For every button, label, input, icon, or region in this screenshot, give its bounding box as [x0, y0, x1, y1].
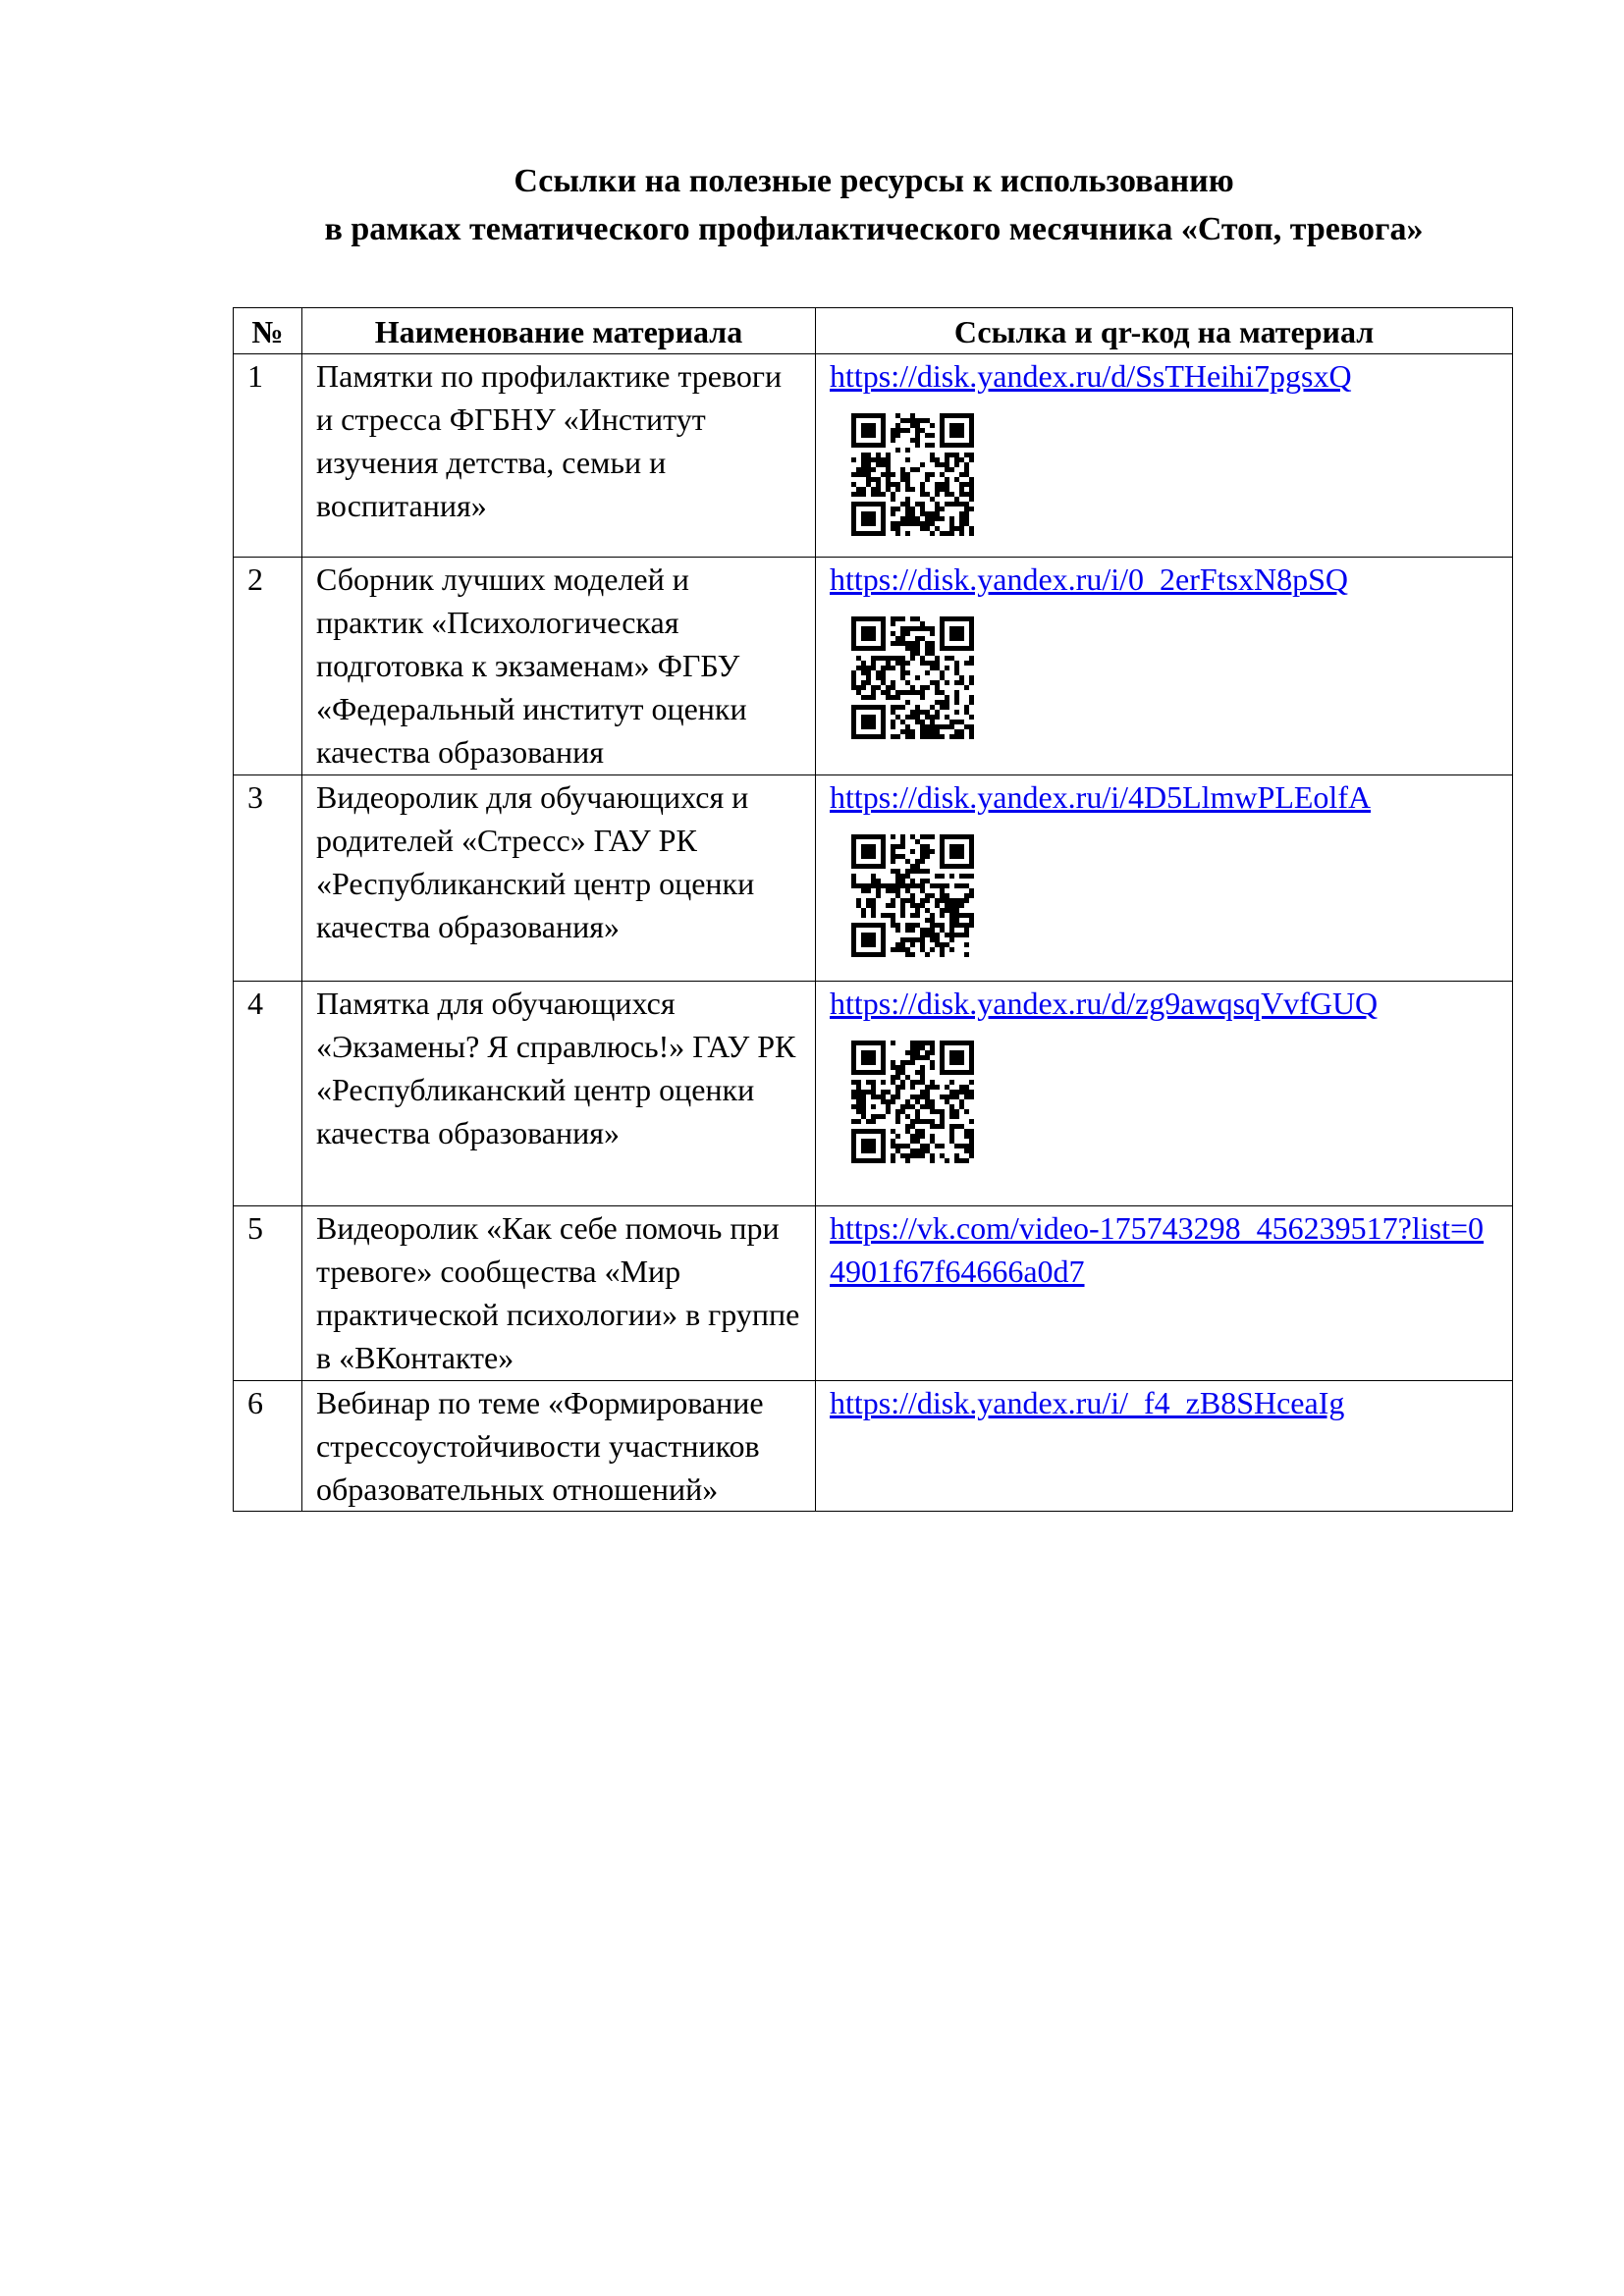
qr-code-icon	[851, 413, 1498, 536]
table-row	[234, 1381, 1513, 1512]
qr-code-icon	[851, 834, 1498, 957]
row-number: 4	[234, 982, 302, 1206]
link-cell	[816, 775, 1513, 982]
material-link[interactable]: https://disk.yandex.ru/i/_f4_zB8SHceaIg	[830, 1385, 1345, 1420]
row-number: 3	[234, 775, 302, 982]
material-name: Видеоролик для обучающихся и родителей «Стресс» ГАУ РК «Республиканский центр оценки качества образования»	[302, 775, 816, 982]
link-cell	[816, 1381, 1513, 1512]
link-cell	[816, 354, 1513, 558]
material-link[interactable]: https://disk.yandex.ru/i/4D5LlmwPLEolfA	[830, 779, 1372, 815]
material-name: Вебинар по теме «Формирование стрессоустойчивости участников образовательных отношений»	[302, 1381, 816, 1512]
resources-table	[233, 307, 1513, 1512]
table-row	[234, 775, 1513, 982]
material-link[interactable]: https://vk.com/video-175743298_456239517?list=04901f67f64666a0d7	[830, 1210, 1485, 1289]
material-name: Сборник лучших моделей и практик «Психологическая подготовка к экзаменам» ФГБУ «Федеральный институт оценки качества образования	[302, 558, 816, 775]
material-link[interactable]: https://disk.yandex.ru/d/SsTHeihi7pgsxQ	[830, 358, 1352, 394]
row-number: 6	[234, 1381, 302, 1512]
row-number: 1	[234, 354, 302, 558]
material-name: Памятки по профилактике тревоги и стресса ФГБНУ «Институт изучения детства, семьи и воспитания»	[302, 354, 816, 558]
table-header-row	[234, 308, 1513, 354]
table-row	[234, 1206, 1513, 1381]
page-title	[0, 157, 1624, 253]
link-cell	[816, 1206, 1513, 1381]
material-name: Памятка для обучающихся «Экзамены? Я справлюсь!» ГАУ РК «Республиканский центр оценки качества образования»	[302, 982, 816, 1206]
material-link[interactable]: https://disk.yandex.ru/i/0_2erFtsxN8pSQ	[830, 561, 1348, 597]
row-number: 2	[234, 558, 302, 775]
header-link-qr: Ссылка и qr-код на материал	[816, 308, 1513, 354]
table-row	[234, 558, 1513, 775]
material-name: Видеоролик «Как себе помочь при тревоге» сообщества «Мир практической психологии» в группе в «ВКонтакте»	[302, 1206, 816, 1381]
link-cell	[816, 558, 1513, 775]
header-material-name: Наименование материала	[302, 308, 816, 354]
title-line-1: Ссылки на полезные ресурсы к использованию	[514, 163, 1234, 199]
table-row	[234, 982, 1513, 1206]
link-cell	[816, 982, 1513, 1206]
qr-code-icon	[851, 1041, 1498, 1163]
qr-code-icon	[851, 616, 1498, 739]
title-line-2: в рамках тематического профилактического месячника «Стоп, тревога»	[324, 211, 1424, 247]
header-number: №	[234, 308, 302, 354]
row-number: 5	[234, 1206, 302, 1381]
table-row	[234, 354, 1513, 558]
material-link[interactable]: https://disk.yandex.ru/d/zg9awqsqVvfGUQ	[830, 986, 1379, 1021]
